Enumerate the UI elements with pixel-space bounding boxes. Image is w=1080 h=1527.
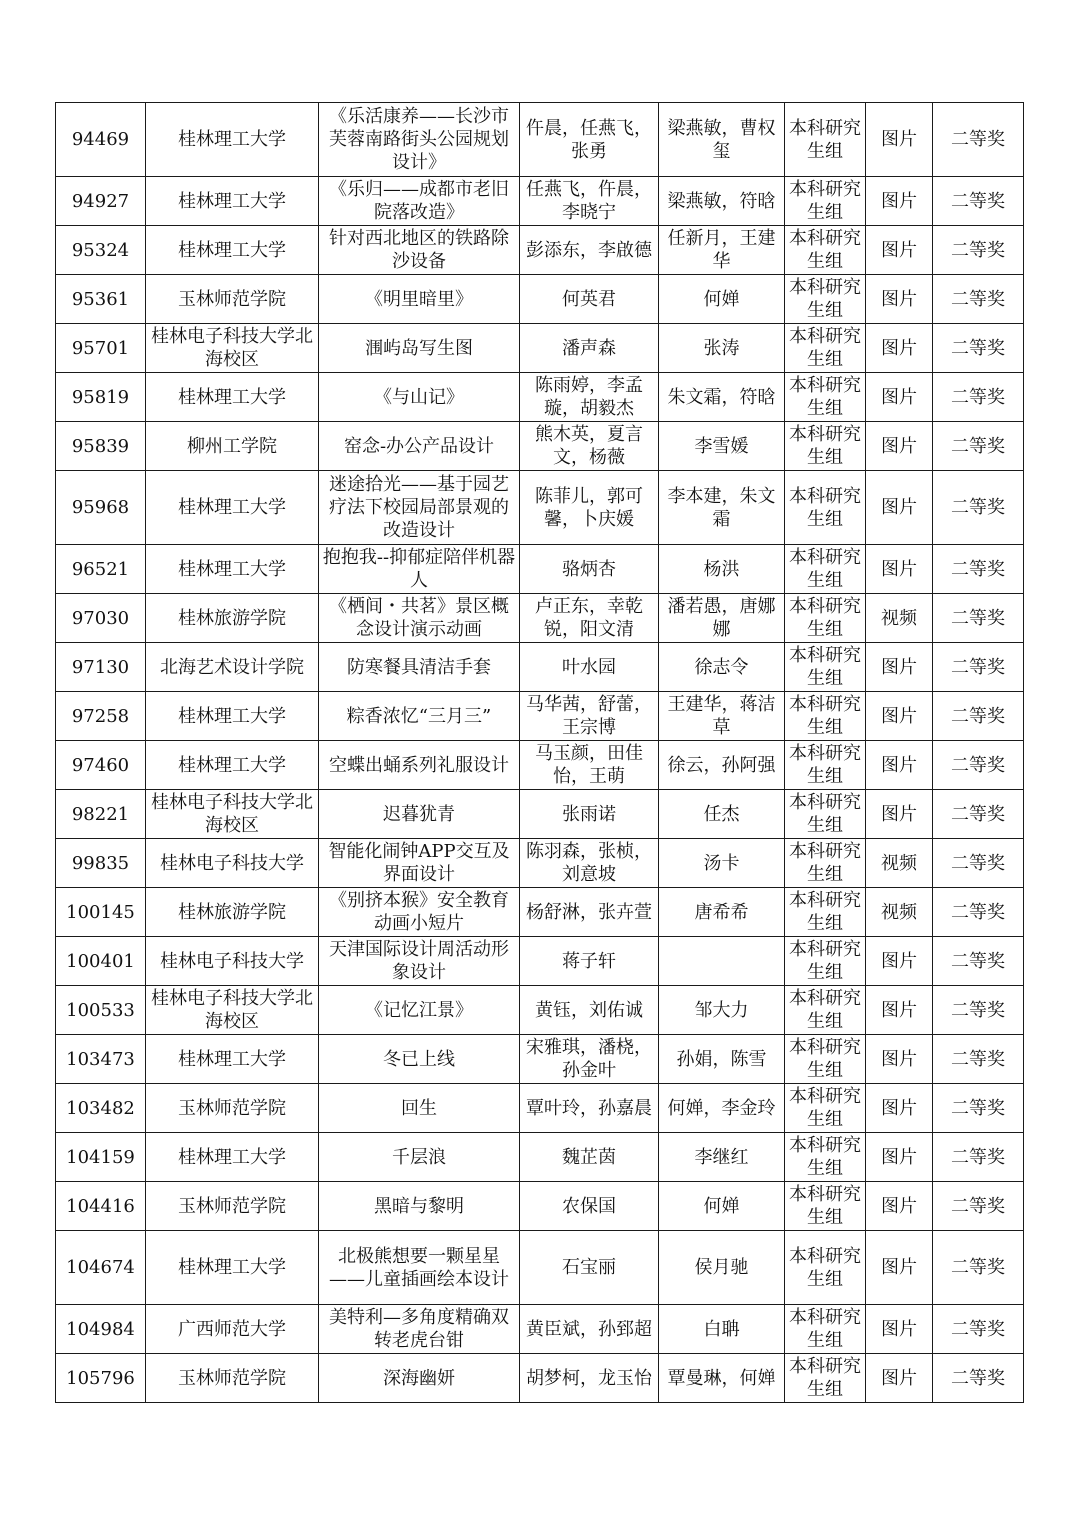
authors-cell: 陈羽森，张桢，刘意坡 xyxy=(520,839,659,888)
school-cell: 桂林理工大学 xyxy=(146,177,319,226)
work-title-cell: 深海幽妍 xyxy=(319,1354,520,1403)
award-rows xyxy=(56,103,1024,1403)
award-cell: 二等奖 xyxy=(933,103,1024,177)
work-title-cell: 《乐活康养——长沙市芙蓉南路街头公园规划设计》 xyxy=(319,103,520,177)
group-cell: 本科研究生组 xyxy=(785,1182,866,1231)
authors-cell: 杨舒淋，张卉萱 xyxy=(520,888,659,937)
work-title-cell: 天津国际设计周活动形象设计 xyxy=(319,937,520,986)
advisors-cell: 梁燕敏，符晗 xyxy=(659,177,785,226)
school-cell: 桂林理工大学 xyxy=(146,1231,319,1305)
advisors-cell: 何婵 xyxy=(659,1182,785,1231)
award-cell: 二等奖 xyxy=(933,177,1024,226)
work-title-cell: 回生 xyxy=(319,1084,520,1133)
table-row xyxy=(56,741,1024,790)
submission-id-cell: 97460 xyxy=(56,741,146,790)
table-row xyxy=(56,888,1024,937)
advisors-cell: 李雪媛 xyxy=(659,422,785,471)
school-cell: 桂林旅游学院 xyxy=(146,594,319,643)
work-title-cell: 《乐归——成都市老旧院落改造》 xyxy=(319,177,520,226)
group-cell: 本科研究生组 xyxy=(785,177,866,226)
work-title-cell: 美特利—多角度精确双转老虎台钳 xyxy=(319,1305,520,1354)
authors-cell: 陈雨婷，李孟璇，胡毅杰 xyxy=(520,373,659,422)
table-row xyxy=(56,986,1024,1035)
submission-id-cell: 95839 xyxy=(56,422,146,471)
school-cell: 柳州工学院 xyxy=(146,422,319,471)
authors-cell: 熊木英，夏言文，杨薇 xyxy=(520,422,659,471)
submission-id-cell: 103473 xyxy=(56,1035,146,1084)
table-row xyxy=(56,643,1024,692)
award-cell: 二等奖 xyxy=(933,1133,1024,1182)
award-cell: 二等奖 xyxy=(933,1305,1024,1354)
table-row xyxy=(56,692,1024,741)
work-title-cell: 黑暗与黎明 xyxy=(319,1182,520,1231)
entry-type-cell: 图片 xyxy=(866,1133,933,1182)
award-cell: 二等奖 xyxy=(933,324,1024,373)
advisors-cell: 朱文霜，符晗 xyxy=(659,373,785,422)
work-title-cell: 《栖间・共茗》景区概念设计演示动画 xyxy=(319,594,520,643)
work-title-cell: 千层浪 xyxy=(319,1133,520,1182)
authors-cell: 黄臣斌，孙郅超 xyxy=(520,1305,659,1354)
submission-id-cell: 97030 xyxy=(56,594,146,643)
submission-id-cell: 100533 xyxy=(56,986,146,1035)
entry-type-cell: 图片 xyxy=(866,937,933,986)
submission-id-cell: 97258 xyxy=(56,692,146,741)
award-table xyxy=(55,102,1024,1403)
authors-cell: 何英君 xyxy=(520,275,659,324)
entry-type-cell: 图片 xyxy=(866,373,933,422)
award-cell: 二等奖 xyxy=(933,373,1024,422)
entry-type-cell: 图片 xyxy=(866,324,933,373)
submission-id-cell: 96521 xyxy=(56,545,146,594)
advisors-cell xyxy=(659,937,785,986)
advisors-cell: 徐云，孙阿强 xyxy=(659,741,785,790)
authors-cell: 仵晨，任燕飞，张勇 xyxy=(520,103,659,177)
advisors-cell: 白聃 xyxy=(659,1305,785,1354)
group-cell: 本科研究生组 xyxy=(785,839,866,888)
entry-type-cell: 视频 xyxy=(866,888,933,937)
submission-id-cell: 103482 xyxy=(56,1084,146,1133)
table-row xyxy=(56,177,1024,226)
submission-id-cell: 104674 xyxy=(56,1231,146,1305)
school-cell: 桂林理工大学 xyxy=(146,1035,319,1084)
advisors-cell: 何婵 xyxy=(659,275,785,324)
group-cell: 本科研究生组 xyxy=(785,692,866,741)
award-cell: 二等奖 xyxy=(933,1084,1024,1133)
award-cell: 二等奖 xyxy=(933,1035,1024,1084)
authors-cell: 彭添东，李啟德 xyxy=(520,226,659,275)
school-cell: 桂林电子科技大学北海校区 xyxy=(146,790,319,839)
submission-id-cell: 98221 xyxy=(56,790,146,839)
school-cell: 玉林师范学院 xyxy=(146,1354,319,1403)
group-cell: 本科研究生组 xyxy=(785,545,866,594)
table-row xyxy=(56,839,1024,888)
award-cell: 二等奖 xyxy=(933,937,1024,986)
entry-type-cell: 图片 xyxy=(866,103,933,177)
group-cell: 本科研究生组 xyxy=(785,422,866,471)
table-row xyxy=(56,594,1024,643)
submission-id-cell: 105796 xyxy=(56,1354,146,1403)
work-title-cell: 涠屿岛写生图 xyxy=(319,324,520,373)
entry-type-cell: 视频 xyxy=(866,594,933,643)
award-cell: 二等奖 xyxy=(933,1231,1024,1305)
entry-type-cell: 图片 xyxy=(866,1354,933,1403)
group-cell: 本科研究生组 xyxy=(785,1035,866,1084)
authors-cell: 胡梦柯，龙玉怡 xyxy=(520,1354,659,1403)
table-row xyxy=(56,275,1024,324)
authors-cell: 陈菲儿，郭可馨，卜庆媛 xyxy=(520,471,659,545)
school-cell: 桂林理工大学 xyxy=(146,471,319,545)
school-cell: 桂林理工大学 xyxy=(146,103,319,177)
work-title-cell: 针对西北地区的铁路除沙设备 xyxy=(319,226,520,275)
award-cell: 二等奖 xyxy=(933,422,1024,471)
work-title-cell: 空蝶出蛹系列礼服设计 xyxy=(319,741,520,790)
table-row xyxy=(56,373,1024,422)
award-cell: 二等奖 xyxy=(933,790,1024,839)
school-cell: 桂林电子科技大学 xyxy=(146,839,319,888)
group-cell: 本科研究生组 xyxy=(785,888,866,937)
entry-type-cell: 图片 xyxy=(866,1305,933,1354)
entry-type-cell: 图片 xyxy=(866,226,933,275)
authors-cell: 叶水园 xyxy=(520,643,659,692)
advisors-cell: 孙娟，陈雪 xyxy=(659,1035,785,1084)
work-title-cell: 迷途拾光——基于园艺疗法下校园局部景观的改造设计 xyxy=(319,471,520,545)
school-cell: 广西师范大学 xyxy=(146,1305,319,1354)
work-title-cell: 《记忆江景》 xyxy=(319,986,520,1035)
award-cell: 二等奖 xyxy=(933,1354,1024,1403)
entry-type-cell: 图片 xyxy=(866,545,933,594)
work-title-cell: 《与山记》 xyxy=(319,373,520,422)
table-row xyxy=(56,937,1024,986)
advisors-cell: 李继红 xyxy=(659,1133,785,1182)
award-cell: 二等奖 xyxy=(933,226,1024,275)
submission-id-cell: 95968 xyxy=(56,471,146,545)
award-cell: 二等奖 xyxy=(933,275,1024,324)
entry-type-cell: 图片 xyxy=(866,177,933,226)
submission-id-cell: 94927 xyxy=(56,177,146,226)
submission-id-cell: 95701 xyxy=(56,324,146,373)
school-cell: 桂林理工大学 xyxy=(146,545,319,594)
table-row xyxy=(56,103,1024,177)
group-cell: 本科研究生组 xyxy=(785,471,866,545)
submission-id-cell: 97130 xyxy=(56,643,146,692)
award-cell: 二等奖 xyxy=(933,888,1024,937)
school-cell: 桂林理工大学 xyxy=(146,226,319,275)
entry-type-cell: 图片 xyxy=(866,422,933,471)
table-row xyxy=(56,422,1024,471)
authors-cell: 石宝丽 xyxy=(520,1231,659,1305)
authors-cell: 骆炳杏 xyxy=(520,545,659,594)
table-row xyxy=(56,1084,1024,1133)
group-cell: 本科研究生组 xyxy=(785,594,866,643)
table-row xyxy=(56,545,1024,594)
school-cell: 桂林电子科技大学 xyxy=(146,937,319,986)
work-title-cell: 防寒餐具清洁手套 xyxy=(319,643,520,692)
group-cell: 本科研究生组 xyxy=(785,643,866,692)
award-cell: 二等奖 xyxy=(933,986,1024,1035)
school-cell: 桂林理工大学 xyxy=(146,692,319,741)
table-row xyxy=(56,324,1024,373)
submission-id-cell: 95819 xyxy=(56,373,146,422)
authors-cell: 任燕飞，仵晨，李晓宁 xyxy=(520,177,659,226)
advisors-cell: 汤卡 xyxy=(659,839,785,888)
entry-type-cell: 图片 xyxy=(866,471,933,545)
advisors-cell: 梁燕敏，曹权玺 xyxy=(659,103,785,177)
award-list-sheet xyxy=(55,102,1024,1403)
school-cell: 玉林师范学院 xyxy=(146,1084,319,1133)
school-cell: 玉林师范学院 xyxy=(146,275,319,324)
group-cell: 本科研究生组 xyxy=(785,1084,866,1133)
school-cell: 桂林旅游学院 xyxy=(146,888,319,937)
advisors-cell: 王建华，蒋洁草 xyxy=(659,692,785,741)
school-cell: 玉林师范学院 xyxy=(146,1182,319,1231)
work-title-cell: 窑念-办公产品设计 xyxy=(319,422,520,471)
authors-cell: 覃叶玲，孙嘉晨 xyxy=(520,1084,659,1133)
award-cell: 二等奖 xyxy=(933,839,1024,888)
submission-id-cell: 104984 xyxy=(56,1305,146,1354)
advisors-cell: 任杰 xyxy=(659,790,785,839)
authors-cell: 黄钰，刘佑诚 xyxy=(520,986,659,1035)
submission-id-cell: 94469 xyxy=(56,103,146,177)
entry-type-cell: 图片 xyxy=(866,692,933,741)
submission-id-cell: 95361 xyxy=(56,275,146,324)
award-cell: 二等奖 xyxy=(933,1182,1024,1231)
advisors-cell: 杨洪 xyxy=(659,545,785,594)
group-cell: 本科研究生组 xyxy=(785,1231,866,1305)
group-cell: 本科研究生组 xyxy=(785,373,866,422)
group-cell: 本科研究生组 xyxy=(785,324,866,373)
school-cell: 桂林电子科技大学北海校区 xyxy=(146,324,319,373)
table-row xyxy=(56,1133,1024,1182)
table-row xyxy=(56,471,1024,545)
entry-type-cell: 图片 xyxy=(866,1035,933,1084)
advisors-cell: 邹大力 xyxy=(659,986,785,1035)
advisors-cell: 潘若愚，唐娜娜 xyxy=(659,594,785,643)
school-cell: 桂林电子科技大学北海校区 xyxy=(146,986,319,1035)
table-row xyxy=(56,1305,1024,1354)
authors-cell: 魏芷茵 xyxy=(520,1133,659,1182)
submission-id-cell: 100401 xyxy=(56,937,146,986)
entry-type-cell: 图片 xyxy=(866,741,933,790)
work-title-cell: 北极熊想要一颗星星——儿童插画绘本设计 xyxy=(319,1231,520,1305)
entry-type-cell: 视频 xyxy=(866,839,933,888)
work-title-cell: 抱抱我--抑郁症陪伴机器人 xyxy=(319,545,520,594)
advisors-cell: 张涛 xyxy=(659,324,785,373)
advisors-cell: 唐希希 xyxy=(659,888,785,937)
table-row xyxy=(56,226,1024,275)
group-cell: 本科研究生组 xyxy=(785,226,866,275)
table-row xyxy=(56,1182,1024,1231)
entry-type-cell: 图片 xyxy=(866,1084,933,1133)
authors-cell: 马玉颜，田佳怡，王萌 xyxy=(520,741,659,790)
award-cell: 二等奖 xyxy=(933,692,1024,741)
table-row xyxy=(56,1231,1024,1305)
group-cell: 本科研究生组 xyxy=(785,103,866,177)
group-cell: 本科研究生组 xyxy=(785,1305,866,1354)
school-cell: 桂林理工大学 xyxy=(146,373,319,422)
advisors-cell: 何婵，李金玲 xyxy=(659,1084,785,1133)
authors-cell: 农保国 xyxy=(520,1182,659,1231)
group-cell: 本科研究生组 xyxy=(785,1354,866,1403)
group-cell: 本科研究生组 xyxy=(785,986,866,1035)
table-row xyxy=(56,790,1024,839)
authors-cell: 宋雅琪，潘桡，孙金叶 xyxy=(520,1035,659,1084)
school-cell: 桂林理工大学 xyxy=(146,741,319,790)
group-cell: 本科研究生组 xyxy=(785,790,866,839)
work-title-cell: 《别挤本猴》安全教育动画小短片 xyxy=(319,888,520,937)
award-cell: 二等奖 xyxy=(933,643,1024,692)
award-cell: 二等奖 xyxy=(933,741,1024,790)
advisors-cell: 徐志令 xyxy=(659,643,785,692)
work-title-cell: 冬已上线 xyxy=(319,1035,520,1084)
award-cell: 二等奖 xyxy=(933,471,1024,545)
advisors-cell: 李本建，朱文霜 xyxy=(659,471,785,545)
advisors-cell: 任新月，王建华 xyxy=(659,226,785,275)
authors-cell: 马华茜，舒蕾，王宗博 xyxy=(520,692,659,741)
work-title-cell: 粽香浓忆“三月三” xyxy=(319,692,520,741)
advisors-cell: 侯月驰 xyxy=(659,1231,785,1305)
school-cell: 桂林理工大学 xyxy=(146,1133,319,1182)
entry-type-cell: 图片 xyxy=(866,790,933,839)
advisors-cell: 覃曼琳，何婵 xyxy=(659,1354,785,1403)
submission-id-cell: 95324 xyxy=(56,226,146,275)
table-row xyxy=(56,1035,1024,1084)
entry-type-cell: 图片 xyxy=(866,986,933,1035)
submission-id-cell: 104159 xyxy=(56,1133,146,1182)
work-title-cell: 迟暮犹青 xyxy=(319,790,520,839)
entry-type-cell: 图片 xyxy=(866,1182,933,1231)
submission-id-cell: 99835 xyxy=(56,839,146,888)
group-cell: 本科研究生组 xyxy=(785,1133,866,1182)
authors-cell: 潘声森 xyxy=(520,324,659,373)
school-cell: 北海艺术设计学院 xyxy=(146,643,319,692)
submission-id-cell: 104416 xyxy=(56,1182,146,1231)
group-cell: 本科研究生组 xyxy=(785,741,866,790)
award-cell: 二等奖 xyxy=(933,594,1024,643)
authors-cell: 蒋子轩 xyxy=(520,937,659,986)
group-cell: 本科研究生组 xyxy=(785,937,866,986)
work-title-cell: 智能化闹钟APP交互及界面设计 xyxy=(319,839,520,888)
group-cell: 本科研究生组 xyxy=(785,275,866,324)
entry-type-cell: 图片 xyxy=(866,275,933,324)
table-row xyxy=(56,1354,1024,1403)
entry-type-cell: 图片 xyxy=(866,1231,933,1305)
authors-cell: 张雨诺 xyxy=(520,790,659,839)
entry-type-cell: 图片 xyxy=(866,643,933,692)
authors-cell: 卢正东，幸乾锐，阳文清 xyxy=(520,594,659,643)
submission-id-cell: 100145 xyxy=(56,888,146,937)
work-title-cell: 《明里暗里》 xyxy=(319,275,520,324)
award-cell: 二等奖 xyxy=(933,545,1024,594)
